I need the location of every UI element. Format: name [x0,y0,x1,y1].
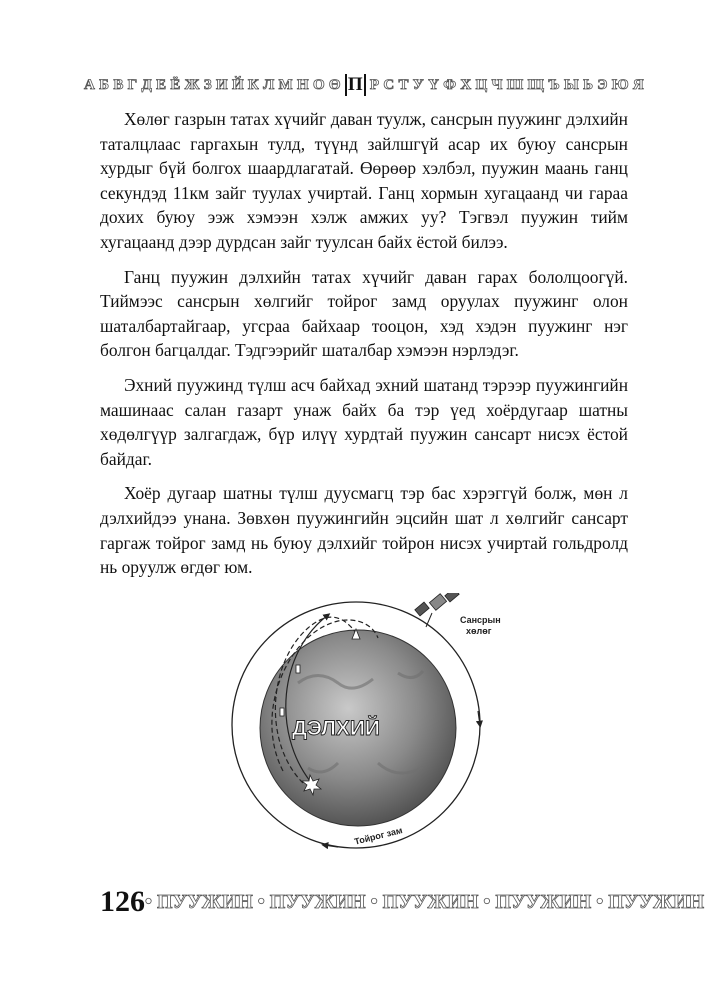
alphabet-letter: Э [597,76,608,93]
paragraph-4: Хоёр дугаар шатны түлш дуусмагц тэр бас хэрэггүй болж, мөн л дэлхийдээ унана. Зөвхөн пуужингийн эцсийн шат л хөлгийг сансарт гаргаж тойрог замд нь буюу дэлхийг тойрон нисэх учиртай гольдролд нь оруулж өгдөг юм. [100,483,628,578]
alphabet-letter: Й [231,76,244,93]
rocket-stage-1 [296,665,300,673]
alphabet-letter: К [247,76,259,93]
alphabet-letter: Д [141,76,152,93]
alphabet-letter: Т [398,76,409,93]
alphabet-letter: Ү [428,76,439,93]
spacecraft-label-line2: хөлөг [466,626,492,636]
page-footer [100,884,705,920]
alphabet-letter: Ш [506,76,524,93]
alphabet-letter: С [383,76,395,93]
earth-label: ДЭЛХИЙ [291,717,381,740]
running-title: • ПУУЖИН • ПУУЖИН • ПУУЖИН • ПУУЖИН • ПУУЖИН [145,890,705,913]
body-text [100,107,628,590]
orbit-diagram [228,593,548,855]
alphabet-letter: Ж [184,76,200,93]
alphabet-letter: Ь [583,76,593,93]
alphabet-letter: Р [369,76,380,93]
spacecraft-icon [415,593,459,627]
alphabet-letter: З [203,76,212,93]
alphabet-letter: Н [296,76,309,93]
alphabet-letter: Ъ [548,76,560,93]
alphabet-letter: Щ [527,76,544,93]
alphabet-letter: Ц [475,76,488,93]
alphabet-letter: У [412,76,424,93]
alphabet-letter: О [312,76,325,93]
paragraph-1: Хөлөг газрын татах хүчийг даван туулж, сансрын пуужинг дэлхийн таталцлаас гаргахын тулд, түүнд зайлшгүй асар их буюу сансрын хурдыг бүй болгох шаардлагатай. Өөрөөр хэлбэл, пуужин маань ганц секундэд 11км зайг туулах учиртай. Ганц хормын хугацаанд чи гараа дохих буюу ээж хэмээн хэлж амжих уу? Тэгвэл пуужин тийм хугацаанд дээр дурдсан зайг туулсан байх ёстой билээ. [100,109,628,252]
paragraph-3: Эхний пуужинд түлш асч байхад эхний шатанд тэрээр пуужингийн машинаас салан газарт унаж байх ба тэр үед хоёрдугаар шатны хөдөлгүүр залгагдаж, бүр илүү хурдтай пуужин сансарт нисэх ёстой байдаг. [100,374,628,469]
orbit-label: Тойрог зам [353,825,404,847]
alphabet-letter: Б [99,76,110,93]
page-number: 126 [100,885,145,918]
rocket-stage-2 [280,708,284,716]
alphabet-letter: В [113,76,124,93]
alphabet-letter: Ё [170,76,181,93]
alphabet-letter: М [278,76,293,93]
alphabet-letter: Ф [443,76,457,93]
alphabet-letter: Г [127,76,138,93]
paragraph-2: Ганц пуужин дэлхийн татах хүчийг даван гарах бололцоогүй. Тиймээс сансрын хөлгийг тойрог замд оруулах пуужинг олон шаталбартайгаар, угсраа байхаар тооцон, хэд хэдэн пуужинг нэг болгон багцалдаг. Тэдгээрийг шаталбар хэмээн нэрлэдэг. [100,266,628,361]
alphabet-letter: Ы [564,76,579,93]
alphabet-letter: Ю [611,76,629,93]
alphabet-letter: Л [263,76,275,93]
alphabet-letter-highlight: П [345,74,366,96]
spacecraft-label-line1: Сансрын [460,615,501,625]
alphabet-letter: Я [632,76,644,93]
alphabet-letter: И [215,76,228,93]
alphabet-header [84,74,644,96]
alphabet-letter: Е [156,76,167,93]
alphabet-letter: А [84,76,95,93]
alphabet-letter: Ө [328,76,341,93]
alphabet-letter: Ч [491,76,503,93]
alphabet-letter: Х [460,76,472,93]
